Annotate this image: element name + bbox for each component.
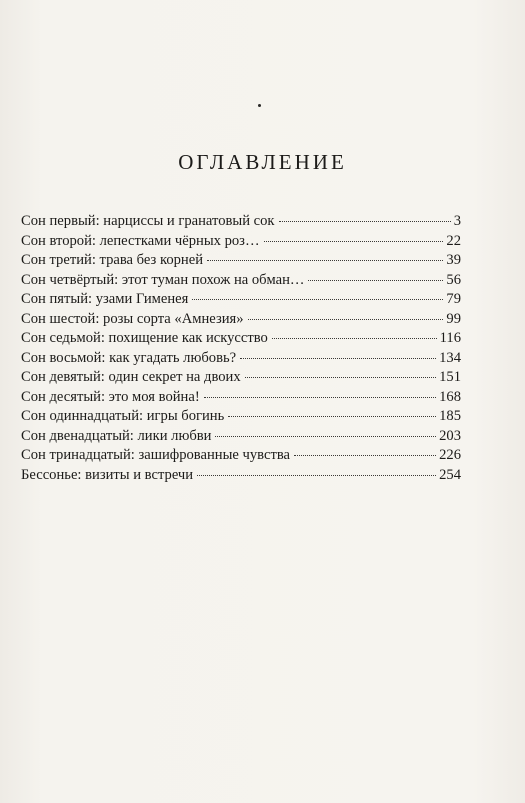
- toc-entry-title: Сон четвёртый: этот туман похож на обман…: [21, 271, 305, 288]
- toc-entry: [21, 349, 461, 369]
- table-of-contents: [21, 212, 461, 485]
- dot-leader: [279, 221, 451, 222]
- toc-entry-page: 22: [446, 232, 461, 249]
- toc-entry-page: 254: [439, 466, 461, 483]
- toc-entry: [21, 251, 461, 271]
- toc-entry: [21, 271, 461, 291]
- toc-entry: [21, 466, 461, 486]
- dot-leader: [240, 358, 436, 359]
- dot-leader: [228, 416, 436, 417]
- dot-leader: [192, 299, 443, 300]
- toc-entry: [21, 212, 461, 232]
- toc-entry-page: 79: [446, 291, 461, 307]
- dot-leader: [294, 455, 436, 456]
- toc-entry-title: Сон десятый: это моя война!: [21, 388, 200, 405]
- toc-entry: [21, 329, 461, 349]
- dot-leader: [215, 436, 436, 437]
- toc-entry-page: 116: [439, 330, 461, 346]
- toc-entry: [21, 407, 461, 427]
- toc-entry-title: Сон третий: трава без корней: [21, 252, 204, 268]
- toc-entry-page: 99: [446, 310, 461, 327]
- toc-entry: [21, 232, 461, 252]
- toc-entry: [21, 446, 461, 466]
- toc-entry-page: 185: [439, 408, 461, 424]
- toc-entry-title: Сон пятый: узами Гименея: [21, 291, 189, 307]
- toc-entry-page: 168: [439, 388, 461, 405]
- toc-entry: [21, 368, 461, 388]
- toc-entry-title: Сон восьмой: как угадать любовь?: [21, 349, 237, 366]
- toc-entry-title: Сон тринадцатый: зашифрованные чувства: [21, 447, 291, 463]
- toc-entry-title: Сон девятый: один секрет на двоих: [21, 369, 241, 385]
- toc-entry-title: Сон одиннадцатый: игры богинь: [21, 408, 225, 424]
- toc-entry: [21, 290, 461, 310]
- toc-entry-title: Сон первый: нарциссы и гранатовый сок: [21, 213, 275, 229]
- toc-entry-title: Сон двенадцатый: лики любви: [21, 427, 212, 444]
- toc-entry-title: Сон шестой: розы сорта «Амнезия»: [21, 310, 244, 327]
- toc-entry-page: 134: [439, 349, 461, 366]
- toc-entry: [21, 310, 461, 330]
- toc-entry: [21, 427, 461, 447]
- toc-entry-title: Сон седьмой: похищение как искусство: [21, 330, 268, 346]
- toc-entry-page: 56: [446, 271, 461, 288]
- dot-leader: [197, 475, 436, 476]
- toc-entry-page: 3: [453, 213, 461, 229]
- dot-leader: [207, 260, 443, 261]
- page-title: ОГЛАВЛЕНИЕ: [178, 150, 347, 174]
- toc-entry-page: 203: [439, 427, 461, 444]
- dot-leader: [245, 377, 436, 378]
- toc-entry-page: 226: [439, 447, 461, 463]
- toc-entry: [21, 388, 461, 408]
- toc-entry-page: 151: [439, 369, 461, 385]
- toc-entry-page: 39: [446, 252, 461, 268]
- dot-leader: [272, 338, 437, 339]
- dot-leader: [264, 241, 444, 242]
- toc-entry-title: Бессонье: визиты и встречи: [21, 466, 194, 483]
- dot-leader: [308, 280, 443, 281]
- dot-leader: [204, 397, 436, 398]
- toc-entry-title: Сон второй: лепестками чёрных роз…: [21, 232, 260, 249]
- ornament-dot: [258, 104, 261, 107]
- dot-leader: [248, 319, 444, 320]
